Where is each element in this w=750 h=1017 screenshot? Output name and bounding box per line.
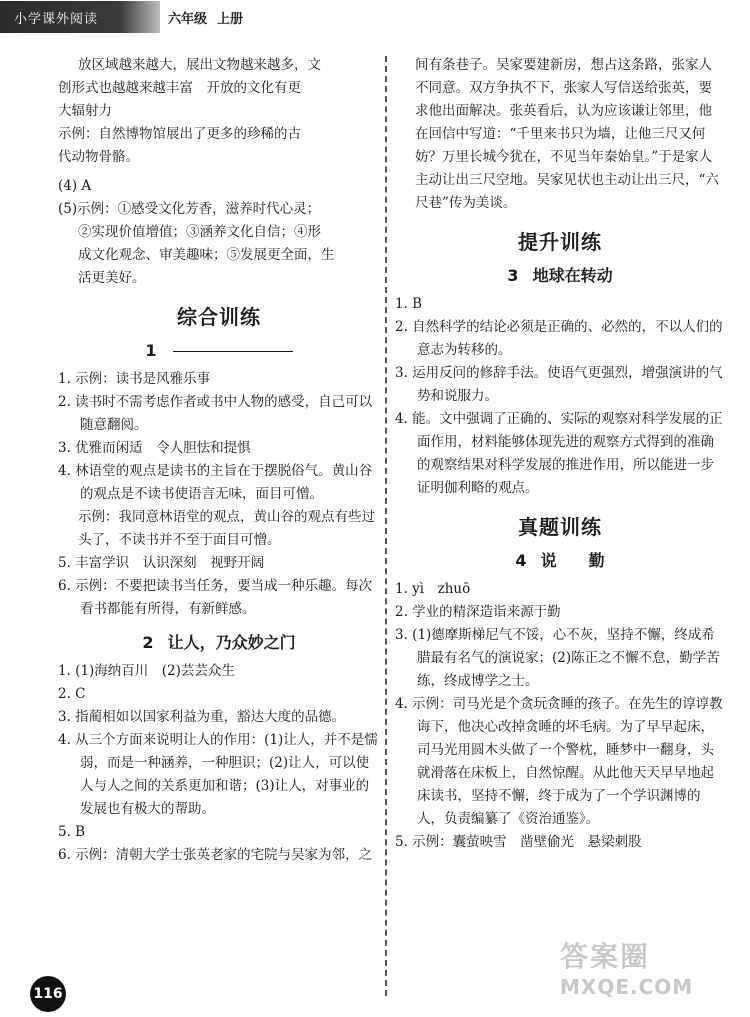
- answer-item: 1. (1)海纳百川 (2)芸芸众生: [58, 663, 235, 679]
- answer-item: 3. 运用反问的修辞手法。使语气更强烈，增强演讲的气势和说服力。: [395, 365, 723, 404]
- watermark-url: MXQE.COM: [560, 975, 694, 999]
- watermark-text: 答案圈: [560, 940, 651, 973]
- sub-title-text: 让人，乃众妙之门: [167, 633, 296, 652]
- page-header: [0, 0, 300, 34]
- column-divider: [385, 56, 387, 996]
- sub-title-1: [58, 339, 380, 362]
- sub-title-number: 3: [507, 266, 519, 285]
- intro-line: 创形式也越越来越丰富 开放的文化有更: [58, 80, 301, 96]
- intro-line: 示例：自然博物馆展出了更多的珍稀的古: [58, 126, 301, 142]
- answer-item: 6. 示例：不要把读书当任务，要当成一种乐趣。每次看书都能有所得，有新鲜感。: [58, 578, 373, 617]
- page-number: 116: [30, 976, 66, 1012]
- left-column: [58, 54, 380, 867]
- sub-title-3: [395, 264, 725, 287]
- intro-line: 大辐射力: [58, 103, 112, 119]
- answer-item: 2. 学业的精深造诣来源于勤: [395, 604, 561, 620]
- answer-item: 3. 指蔺相如以国家利益为重，豁达大度的品德。: [58, 709, 346, 725]
- sub-title-text: 地球在转动: [532, 266, 613, 285]
- section-title-real-exam: 真题训练: [518, 515, 602, 539]
- answer-item: 2. C: [58, 686, 86, 702]
- answer-item: 1. yì zhuō: [395, 581, 471, 597]
- answer-item: 活更美好。: [78, 270, 146, 286]
- series-band: 小学课外阅读: [0, 1, 160, 33]
- answer-item: 1. B: [395, 296, 423, 312]
- section-title-advanced: 提升训练: [518, 230, 602, 254]
- section-title-comprehensive: 综合训练: [177, 305, 261, 329]
- intro-line: 放区域越来越大，展出文物越来越多，文: [78, 57, 321, 73]
- continued-text: 间有条巷子。吴家要建新房，想占这条路，张家人不同意。双方争执不下，张家人写信送给张英，要求他出面解决。张英看后，认为应该谦让邻里，他在回信中写道：“千里来书只为墙，让他三尺又何妨？万里长城今犹在，不见当年秦始皇。”于是家人主动让出三尺空地。吴家见状也主动让出三尺，“六尺巷”传为美谈。: [415, 57, 719, 211]
- sub-title-number: 4: [515, 551, 527, 570]
- answer-item: 4. 从三个方面来说明让人的作用：(1)让人，并不是懦弱，而是一种涵养，一种胆识；(2)让人，可以使人与人之间的关系更加和谐；(3)让人，对事业的发展也有极大的帮助。: [58, 732, 378, 817]
- sub-title-number: 2: [142, 633, 154, 652]
- answer-item: 4. 林语堂的观点是读书的主旨在于摆脱俗气。黄山谷的观点是不读书使语言无味，面目可憎。: [58, 463, 373, 502]
- sub-title-4: [395, 549, 725, 572]
- answer-item: 6. 示例：清朝大学士张英老家的宅院与吴家为邻，之: [58, 847, 373, 863]
- watermark: [560, 935, 745, 1010]
- volume-label: 上册: [217, 11, 244, 27]
- grade-label: 六年级: [168, 11, 208, 27]
- title-underline: [173, 351, 293, 352]
- answer-item: (4) A: [58, 178, 92, 194]
- answer-item: 3. 优雅而闲适 令人胆怯和提惧: [58, 440, 251, 456]
- intro-line: 代动物骨骼。: [58, 149, 139, 165]
- answer-item: ②实现价值增值；③涵养文化自信；④形: [78, 224, 321, 240]
- sub-title-text: 说 勤: [540, 551, 605, 570]
- answer-item: 4. 能。文中强调了正确的、实际的观察对科学发展的正面作用，材料能够体现先进的观察方式得到的准确的观察结果对科学发展的推进作用，所以能进一步证明伽利略的观点。: [395, 411, 723, 496]
- answer-item: 1. 示例：读书是风雅乐事: [58, 371, 211, 387]
- sub-title-2: [58, 631, 380, 654]
- answer-item: 示例：我同意林语堂的观点，黄山谷的观点有些过头了，不读书并不至于面目可憎。: [78, 509, 375, 548]
- answer-item: 成文化观念、审美趣味；⑤发展更全面，生: [78, 247, 335, 263]
- answer-item: 2. 自然科学的结论必须是正确的、必然的，不以人们的意志为转移的。: [395, 319, 723, 358]
- answer-item: 5. 示例：囊萤映雪 凿壁偷光 悬梁刺股: [395, 834, 642, 850]
- answer-item: 5. B: [58, 824, 86, 840]
- answer-item: 5. 丰富学识 认识深刻 视野开阔: [58, 555, 265, 571]
- right-column: [395, 54, 725, 854]
- answer-item: 3. (1)德摩斯梯尼气不馁，心不灰，坚持不懈，终成希腊最有名气的演说家；(2)陈正之不懈不怠，勤学苦练，终成博学之士。: [395, 627, 720, 689]
- answer-item: (5)示例：①感受文化芳香，滋养时代心灵；: [58, 201, 321, 217]
- answer-item: 4. 示例：司马光是个贪玩贪睡的孩子。在先生的谆谆教诲下，他决心改掉贪睡的坏毛病。为了早早起床，司马光用圆木头做了一个警枕，睡梦中一翻身，头就滑落在床板上，自然惊醒。从此他天天早早地起床读书，坚持不懈，终于成为了一个学识渊博的人，负责编纂了《资治通鉴》。: [395, 696, 723, 827]
- sub-title-number: 1: [145, 341, 157, 360]
- answer-item: 2. 读书时不需考虑作者或书中人物的感受，自己可以随意翻阅。: [58, 394, 373, 433]
